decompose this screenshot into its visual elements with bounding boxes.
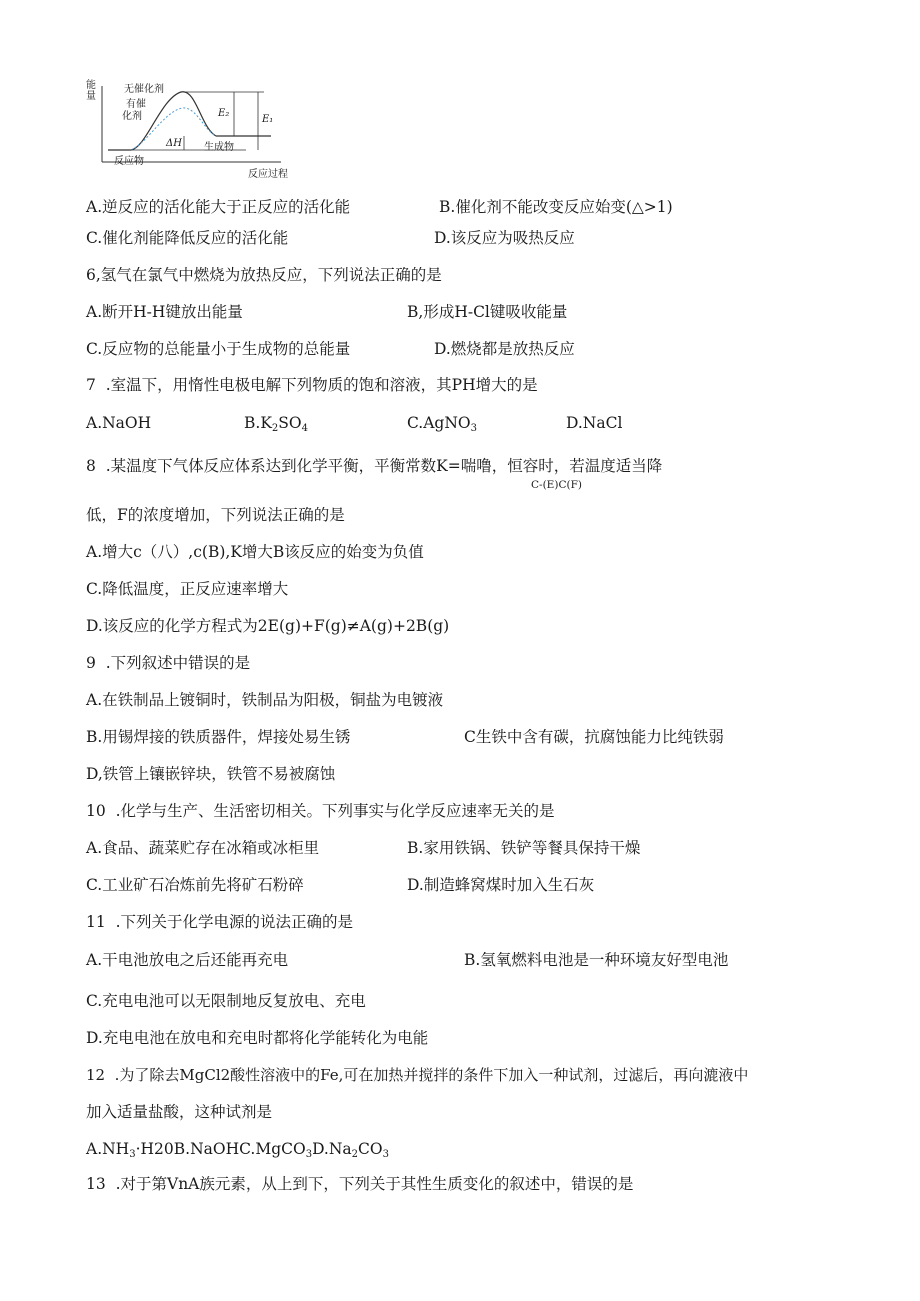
q7-option-c: C.AgNO$_3$ <box>407 414 477 434</box>
q10-option-a: A.食品、蔬菜贮存在冰箱或冰柜里 <box>86 839 320 857</box>
q10-option-d: D.制造蜂窝煤时加入生石灰 <box>407 876 595 894</box>
q11-option-b: B.氢氧燃料电池是一种环境友好型电池 <box>464 951 729 969</box>
q9-stem: 9 .下列叙述中错误的是 <box>86 654 251 672</box>
q5-option-c: C.催化剂能降低反应的活化能 <box>86 229 289 247</box>
q9-option-a: A.在铁制品上镀铜时，铁制品为阳极，铜盐为电镀液 <box>86 691 444 709</box>
q8-stem: 8 .某温度下气体反应体系达到化学平衡，平衡常数K=喘噜，恒容时，若温度适当降 <box>86 457 663 475</box>
catalyst-label-1: 有催 <box>126 99 146 110</box>
q11-stem: 11 .下列关于化学电源的说法正确的是 <box>86 913 354 931</box>
e1-label: E₁ <box>262 114 274 125</box>
y-axis-label: 能量 <box>86 80 96 102</box>
q13-stem: 13 .对于第VnA族元素，从上到下，下列关于其性生质变化的叙述中，错误的是 <box>86 1175 634 1193</box>
q12-stem: 12 .为了除去MgCl2酸性溶液中的Fe,可在加热并搅拌的条件下加入一种试剂，过滤后，再向漉液中 <box>86 1066 749 1084</box>
q8-option-a-b: A.增大c（八）,c(B),K增大B该反应的始变为负值 <box>86 543 424 561</box>
q8-option-c: C.降低温度，正反应速率增大 <box>86 580 289 598</box>
e2-label: E₂ <box>218 108 230 119</box>
q7-option-a: A.NaOH <box>86 414 152 432</box>
q10-option-c: C.工业矿石冶炼前先将矿石粉碎 <box>86 876 304 894</box>
catalyst-label-2: 化剂 <box>122 111 142 122</box>
q5-option-d: D.该反应为吸热反应 <box>434 229 575 247</box>
q5-option-a: A.逆反应的活化能大于正反应的活化能 <box>86 198 351 216</box>
q10-option-b: B.家用铁锅、铁铲等餐具保持干燥 <box>407 839 641 857</box>
q12-options: $A.NH_3\cdot H20B.NaOHC.MgCO_3D.Na_2CO_3$ <box>86 1140 389 1160</box>
q11-option-a: A.干电池放电之后还能再充电 <box>86 951 289 969</box>
q9-option-d: D,铁管上镶嵌锌块，铁管不易被腐蚀 <box>86 765 336 783</box>
energy-diagram <box>86 78 296 178</box>
q6-option-b: B,形成H-Cl键吸收能量 <box>407 303 568 321</box>
q11-option-d: D.充电电池在放电和充电时都将化学能转化为电能 <box>86 1029 429 1047</box>
q7-stem: 7 .室温下，用惰性电极电解下列物质的饱和溶液，其PH增大的是 <box>86 376 538 394</box>
q12-stem-2: 加入适量盐酸，这种试剂是 <box>86 1103 273 1121</box>
q9-option-c: C生铁中含有碳，抗腐蚀能力比纯铁弱 <box>464 728 724 746</box>
q8-denominator: C-(E)C(F) <box>531 479 582 491</box>
q6-option-a: A.断开H-H键放出能量 <box>86 303 243 321</box>
reactant-label: 反应物 <box>114 156 144 167</box>
product-label: 生成物 <box>204 142 234 153</box>
q7-option-d: D.NaCl <box>566 414 623 432</box>
q7-option-b: $B.K_2SO_4$ <box>244 414 308 434</box>
q9-option-b: B.用锡焊接的铁质器件，焊接处易生锈 <box>86 728 351 746</box>
q11-option-c: C.充电电池可以无限制地反复放电、充电 <box>86 992 366 1010</box>
q10-stem: 10 .化学与生产、生活密切相关。下列事实与化学反应速率无关的是 <box>86 802 555 820</box>
q8-stem-2: 低，F的浓度增加，下列说法正确的是 <box>86 506 345 524</box>
q6-option-d: D.燃烧都是放热反应 <box>434 340 575 358</box>
no-catalyst-label: 无催化剂 <box>124 84 164 95</box>
q5-option-b: B.催化剂不能改变反应始变(△>1) <box>439 198 673 216</box>
x-axis-label: 反应过程 <box>248 169 288 180</box>
q6-stem: 6,氢气在氯气中燃烧为放热反应，下列说法正确的是 <box>86 266 442 284</box>
q6-option-c: C.反应物的总能量小于生成物的总能量 <box>86 340 351 358</box>
dh-label: ΔH <box>166 138 182 149</box>
q8-option-d: D.该反应的化学方程式为2E(g)+F(g)≠A(g)+2B(g) <box>86 617 450 635</box>
